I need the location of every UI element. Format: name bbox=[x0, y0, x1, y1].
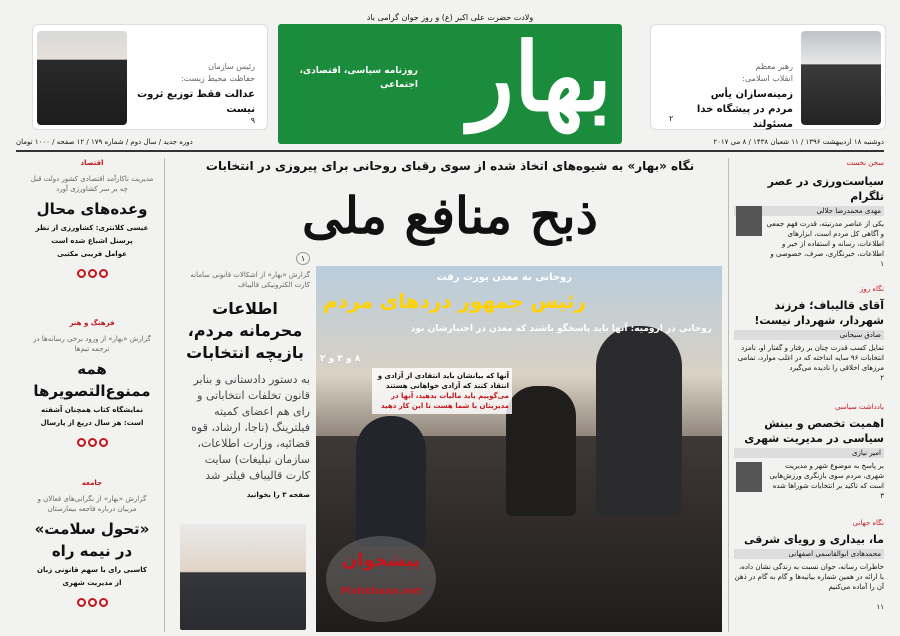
box-right-role1: رهبر معظم bbox=[755, 62, 793, 71]
item-headline: همه ممنوع‌التصویرها bbox=[33, 360, 151, 400]
date-line: دوشنبه ۱۸ اردیبهشت ۱۳۹۶ / ۱۱ شعبان ۱۴۳۸ / ۸ می ۲۰۱۷ bbox=[713, 138, 884, 146]
photo-figure-right bbox=[596, 326, 682, 516]
side-story-body: به دستور دادستانی و بنابر قانون تخلفات انتخاباتی و رای هم اعضای کمیته فیلترینگ (ناجا، ارشاد، قوه قضائیه، وزارت اطلاعات، سازمان تبلیغات) سایت کارت قالیباف فیلتر شد bbox=[191, 373, 310, 482]
top-note: ولادت حضرت علی اکبر (ع) و روز جوان گرامی باد bbox=[366, 13, 534, 22]
far-left-item[interactable] bbox=[30, 478, 154, 632]
section-label: جامعه bbox=[81, 479, 103, 487]
item-intro: مدیریت ناکارآمد اقتصادی کشور دولت قبل چه بر سر کشاورزی آورد bbox=[30, 175, 154, 193]
masthead-logo-box bbox=[278, 24, 622, 144]
photo-figure-left bbox=[356, 416, 426, 546]
item-num: ۱۱ bbox=[876, 603, 884, 611]
section-label: سخن نخست bbox=[846, 159, 884, 167]
photo-page-ref: ۸ و ۳ و ۲ bbox=[320, 354, 361, 364]
masthead-title: بهار bbox=[468, 23, 612, 133]
right-item[interactable] bbox=[734, 402, 884, 510]
masthead-subtitle: روزنامه سیاسی، اقتصادی، اجتماعی bbox=[299, 66, 418, 90]
photo-deck: روحانی در ارومیه: آنها باید پاسخگو باشند که معدن در اختیارشان بود bbox=[410, 324, 712, 334]
side-story-num: ۱ bbox=[296, 252, 310, 265]
item-line: پرسنل اشباع شده است bbox=[51, 237, 133, 245]
column-divider bbox=[164, 158, 165, 632]
item-num: ۳ bbox=[880, 492, 884, 500]
far-left-item[interactable] bbox=[30, 318, 154, 468]
leader-portrait bbox=[801, 31, 881, 125]
photo-figure-center bbox=[506, 386, 576, 516]
item-byline: امیر نیازی bbox=[734, 448, 884, 458]
item-byline: مهدی محمدرضا جلالی bbox=[734, 206, 884, 216]
far-left-column bbox=[30, 158, 154, 632]
caption-line: مدیریتان با شما هست تا این کار دهید bbox=[380, 402, 509, 410]
item-headline: «تحول سلامت» در نیمه راه bbox=[34, 520, 150, 560]
item-line: کاسبی رای با سهم قانونی زبان bbox=[36, 566, 147, 574]
lead-headline[interactable]: ذبح منافع ملی bbox=[302, 186, 598, 245]
right-item[interactable] bbox=[734, 518, 884, 630]
item-line: عوامل فریبی مکتبی bbox=[57, 250, 127, 258]
item-headline: سیاست‌ورزی در عصر تلگرام bbox=[767, 175, 884, 203]
item-headline: وعده‌های محال bbox=[36, 200, 148, 218]
author-portrait bbox=[736, 462, 762, 492]
box-right-headline: زمینه‌سازان یأس مردم در پیشگاه خدا مسئولند bbox=[696, 89, 793, 130]
official-portrait bbox=[37, 31, 127, 125]
item-headline: ما، بیداری و رویای شرقی bbox=[744, 533, 884, 546]
item-line: از مدیریت شهری bbox=[62, 579, 122, 587]
caption-line: انتقاد کنند که آزادی خواهانی هستند bbox=[385, 382, 509, 390]
author-portrait bbox=[736, 206, 762, 236]
caption-line: آنها که بیانشان باید انتقادی از آزادی و bbox=[377, 372, 509, 380]
rings-icon bbox=[30, 263, 154, 282]
masthead-rule bbox=[16, 150, 884, 152]
photo-kicker: روحانی به معدن یورت رفت bbox=[436, 272, 572, 283]
side-story[interactable] bbox=[180, 254, 310, 632]
box-left-role1: رئیس سازمان bbox=[208, 62, 255, 71]
item-line: عیسی کلانتری: کشاورزی از نظر bbox=[35, 224, 149, 232]
item-byline: محمدهادی ابوالقاسمی اصفهانی bbox=[734, 549, 884, 559]
section-label: نگاه روز bbox=[860, 285, 884, 293]
photo-caption-box bbox=[372, 368, 512, 414]
watermark-logo bbox=[326, 536, 436, 622]
section-label: فرهنگ و هنر bbox=[69, 319, 115, 327]
rings-icon bbox=[30, 432, 154, 451]
caption-line: می‌گوییم باید مالیات بدهید، آنها در bbox=[390, 392, 509, 400]
right-item[interactable] bbox=[734, 158, 884, 270]
box-left-page: ۹ bbox=[250, 116, 255, 125]
item-num: ۱ bbox=[880, 260, 884, 268]
item-intro: گزارش «بهار» از نگرانی‌های فعالان و مربیان درباره فاجعه بیمارستان bbox=[37, 495, 147, 513]
right-column bbox=[734, 158, 884, 632]
rings-icon bbox=[30, 592, 154, 611]
header-box-left[interactable] bbox=[32, 24, 268, 130]
item-body: تمایل کسب قدرت چنان بر رفتار و گفتار او، نامزد انتخابات ۹۶ سایه انداخته که در اغلب موارد، تمامی مرزهای اخلاقی را نادیده می‌گیرد bbox=[737, 344, 884, 372]
item-body: یکی از عناصر مدرنیته، قدرت فهم جمعی و آگاهی کل مردم است، ابزارهای اطلاعات، رسانه و استفاده از خبر و اطلاعات، خبرنگاری، صرف، خصوصی و bbox=[766, 220, 884, 258]
issue-line: دوره جدید / سال دوم / شماره ۱۷۹ / ۱۲ صفحه / ۱۰۰۰ تومان bbox=[16, 138, 193, 146]
box-right-page: ۲ bbox=[669, 114, 674, 123]
item-line: نمایشگاه کتاب همچنان آشفته bbox=[41, 406, 143, 414]
item-num: ۲ bbox=[880, 374, 884, 382]
box-right-role2: انقلاب اسلامی: bbox=[742, 74, 793, 83]
photo-headline: رئیس جمهور دردهای مردم bbox=[323, 289, 586, 313]
qalibaf-portrait bbox=[180, 524, 306, 630]
lead-kicker[interactable]: نگاه «بهار» به شیوه‌های اتخاذ شده از سوی رقبای روحانی برای پیروزی در انتخابات bbox=[205, 159, 695, 173]
item-byline: صادق سبحانی bbox=[734, 330, 884, 340]
column-divider bbox=[728, 158, 729, 632]
photo-story[interactable] bbox=[316, 266, 722, 632]
far-left-item[interactable] bbox=[30, 158, 154, 308]
item-line: است: هر سال دریغ از پارسال bbox=[40, 419, 144, 427]
header-box-right[interactable] bbox=[650, 24, 886, 130]
right-item[interactable] bbox=[734, 284, 884, 392]
item-body: خاطرات رسانه، جوان نسبت به زندگی نشان داده، با ارائه در همین شماره بیانیه‌ها و گام به گام در ذهن آن را آماده می‌کنیم bbox=[734, 563, 884, 591]
box-left-headline: عدالت فقط توزیع ثروت نیست bbox=[137, 89, 255, 115]
side-story-intro: گزارش «بهار» از اشکالات قانونی سامانه کارت الکترونیکی قالیباف bbox=[190, 271, 310, 289]
section-label: اقتصاد bbox=[80, 159, 104, 167]
watermark-url: Pishkhaan.net bbox=[340, 586, 422, 597]
side-story-page: صفحه ۳ را بخوانید bbox=[246, 491, 310, 499]
item-headline: آقای قالیباف؛ فرزند شهردار، شهردار نیست! bbox=[754, 299, 884, 327]
item-body: بر پاسخ به موضوع شهر و مدیریت شهری، مردم سوی بازنگری ورزش‌هایی است که تاکید بر انتخابات شوراها شده bbox=[769, 462, 884, 490]
item-intro: گزارش «بهار» از ورود برخی رسانه‌ها در ترجمه تیم‌ها bbox=[33, 335, 151, 353]
side-story-headline: اطلاعات محرمانه مردم، بازیچه انتخابات bbox=[186, 299, 304, 362]
section-label: یادداشت سیاسی bbox=[834, 403, 884, 411]
watermark-text: پیشخوان bbox=[341, 550, 421, 571]
box-left-role2: حفاظت محیط زیست: bbox=[181, 74, 255, 83]
section-label: نگاه جهانی bbox=[852, 519, 884, 527]
item-headline: اهمیت تخصص و بینش سیاسی در مدیریت شهری bbox=[744, 417, 884, 445]
